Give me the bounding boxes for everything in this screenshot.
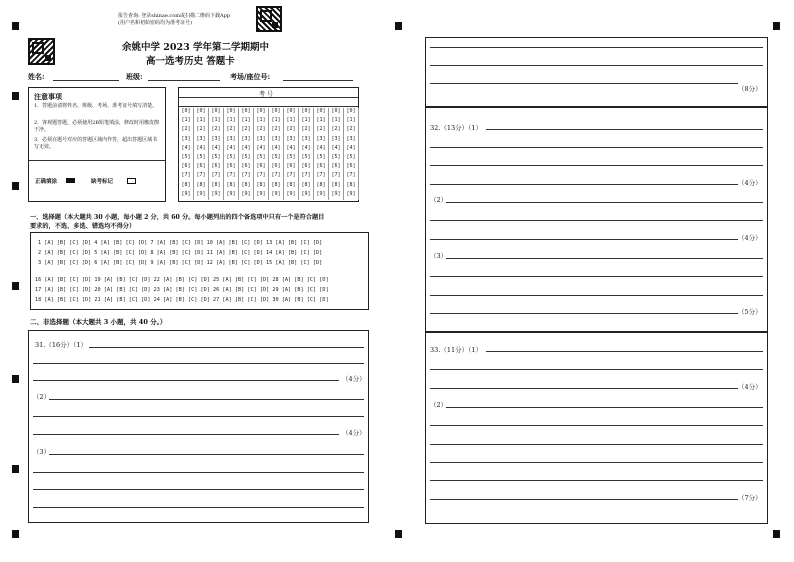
notes-title: 注意事项	[34, 92, 62, 101]
q31-answer-box	[28, 330, 369, 523]
exam-digit-bubble[interactable]: [6]	[239, 163, 254, 172]
name-label: 姓名:	[28, 72, 45, 81]
exam-digit-bubble[interactable]: [1]	[194, 117, 209, 126]
exam-digit-bubble[interactable]: [9]	[344, 191, 359, 200]
exam-digit-bubble[interactable]: [3]	[194, 136, 209, 145]
exam-digit-bubble[interactable]: [0]	[284, 108, 299, 117]
exam-digit-bubble[interactable]: [5]	[329, 154, 344, 163]
exam-digit-bubble[interactable]: [9]	[239, 191, 254, 200]
answer-line[interactable]	[33, 489, 364, 490]
exam-digit-bubble[interactable]: [1]	[299, 117, 314, 126]
q33-answer-box	[425, 332, 768, 524]
exam-digit-bubble[interactable]: [4]	[194, 145, 209, 154]
exam-digit-bubble[interactable]: [1]	[209, 117, 224, 126]
answer-line[interactable]	[33, 363, 364, 364]
q32-score-3: （5分）	[738, 308, 762, 316]
absent-checkbox[interactable]	[127, 178, 136, 184]
exam-digit-bubble[interactable]: [0]	[179, 108, 194, 117]
exam-digit-bubble[interactable]: [2]	[209, 126, 224, 135]
q32-score-1: （4分）	[738, 179, 762, 187]
password-notice: (用户名和初始密码均为准考证号)	[118, 20, 192, 26]
exam-digit-bubble[interactable]: [1]	[179, 117, 194, 126]
exam-digit-bubble[interactable]: [3]	[314, 136, 329, 145]
exam-digit-bubble[interactable]: [8]	[254, 182, 269, 191]
exam-digit-bubble[interactable]: [4]	[224, 145, 239, 154]
exam-digit-bubble[interactable]: [6]	[269, 163, 284, 172]
q31-score-2: （4分）	[342, 429, 366, 437]
exam-digit-bubble[interactable]: [2]	[179, 126, 194, 135]
q33-sub2: （2）	[430, 401, 448, 409]
exam-digit-bubble[interactable]: [8]	[239, 182, 254, 191]
exam-number-box	[178, 87, 359, 202]
exam-digit-bubble[interactable]: [3]	[179, 136, 194, 145]
exam-digit-bubble[interactable]: [7]	[299, 172, 314, 181]
exam-digit-bubble[interactable]: [2]	[314, 126, 329, 135]
answer-line[interactable]	[446, 407, 763, 408]
exam-digit-bubble[interactable]: [4]	[344, 145, 359, 154]
answer-line[interactable]	[33, 434, 339, 435]
answer-line[interactable]	[33, 507, 364, 508]
exam-digit-bubble[interactable]: [9]	[299, 191, 314, 200]
answer-line[interactable]	[430, 480, 763, 481]
answer-line[interactable]	[430, 462, 763, 463]
answer-line[interactable]	[486, 351, 763, 352]
answer-line[interactable]	[486, 129, 763, 130]
timing-mark	[12, 282, 19, 290]
exam-digit-bubble[interactable]: [6]	[179, 163, 194, 172]
exam-digit-bubble[interactable]: [3]	[329, 136, 344, 145]
timing-mark	[12, 375, 19, 383]
exam-digit-bubble[interactable]: [7]	[269, 172, 284, 181]
exam-digit-bubble[interactable]: [1]	[314, 117, 329, 126]
answer-line[interactable]	[430, 83, 738, 84]
class-label: 班级:	[126, 72, 143, 81]
answer-line[interactable]	[430, 295, 763, 296]
exam-digit-bubble[interactable]: [8]	[209, 182, 224, 191]
exam-digit-bubble[interactable]: [9]	[179, 191, 194, 200]
exam-digit-bubble[interactable]: [4]	[254, 145, 269, 154]
q33-score-1: （4分）	[738, 383, 762, 391]
q32-label: 32.（13分）（1）	[430, 124, 482, 132]
exam-digit-bubble[interactable]: [0]	[269, 108, 284, 117]
exam-digit-bubble[interactable]: [5]	[194, 154, 209, 163]
exam-digit-bubble[interactable]: [0]	[254, 108, 269, 117]
exam-number-bubbles[interactable]	[179, 108, 359, 200]
exam-digit-bubble[interactable]: [3]	[239, 136, 254, 145]
exam-digit-bubble[interactable]: [7]	[254, 172, 269, 181]
answer-line[interactable]	[33, 380, 339, 381]
exam-digit-bubble[interactable]: [7]	[314, 172, 329, 181]
exam-digit-bubble[interactable]: [1]	[239, 117, 254, 126]
note-item: 3．必须在题号对应的答题区域内作答，超出答题区域书写无效。	[34, 137, 158, 150]
exam-digit-bubble[interactable]: [0]	[224, 108, 239, 117]
exam-digit-bubble[interactable]: [3]	[254, 136, 269, 145]
exam-digit-bubble[interactable]: [2]	[329, 126, 344, 135]
school-title: 余姚中学 2023 学年第二学期期中	[122, 42, 270, 53]
exam-digit-bubble[interactable]: [5]	[269, 154, 284, 163]
exam-digit-bubble[interactable]: [7]	[194, 172, 209, 181]
q31-continued-box	[425, 37, 768, 107]
exam-digit-bubble[interactable]: [2]	[254, 126, 269, 135]
exam-digit-bubble[interactable]: [3]	[209, 136, 224, 145]
exam-digit-bubble[interactable]: [8]	[179, 182, 194, 191]
exam-digit-bubble[interactable]: [5]	[314, 154, 329, 163]
seat-field[interactable]	[283, 80, 353, 81]
exam-digit-bubble[interactable]: [0]	[314, 108, 329, 117]
exam-digit-bubble[interactable]: [0]	[239, 108, 254, 117]
exam-digit-bubble[interactable]: [0]	[329, 108, 344, 117]
exam-digit-bubble[interactable]: [9]	[254, 191, 269, 200]
answer-line[interactable]	[430, 499, 738, 500]
exam-digit-bubble[interactable]: [4]	[269, 145, 284, 154]
divider	[29, 160, 165, 161]
timing-mark	[12, 92, 19, 100]
exam-digit-bubble[interactable]: [3]	[224, 136, 239, 145]
exam-digit-bubble[interactable]: [7]	[224, 172, 239, 181]
q31-sub3: （3）	[33, 448, 51, 456]
exam-digit-bubble[interactable]: [7]	[344, 172, 359, 181]
q32-sub3: （3）	[430, 252, 448, 260]
exam-digit-bubble[interactable]: [6]	[314, 163, 329, 172]
exam-digit-bubble[interactable]: [1]	[329, 117, 344, 126]
exam-digit-bubble[interactable]: [4]	[284, 145, 299, 154]
report-notice: 报告查询: 登录shinae.com或扫描二维码下载App	[118, 13, 230, 19]
filled-bubble-icon	[66, 178, 75, 183]
section1-subtitle: 要求的，不选、多选、错选均不得分）	[30, 223, 136, 230]
exam-digit-bubble[interactable]: [4]	[299, 145, 314, 154]
exam-digit-bubble[interactable]: [4]	[314, 145, 329, 154]
timing-mark	[12, 465, 19, 473]
q31-score-1: （4分）	[342, 375, 366, 383]
q32-answer-box	[425, 107, 768, 332]
exam-digit-bubble[interactable]: [2]	[239, 126, 254, 135]
class-field[interactable]	[148, 80, 220, 81]
mc-row[interactable]: 16 [A] [B] [C] [D] 19 [A] [B] [C] [D] 22 [A] [B] [C] [D] 25 [A] [B] [C] [D] 28 [A] [B] [C] [D]	[35, 277, 329, 283]
exam-digit-bubble[interactable]: [7]	[284, 172, 299, 181]
answer-line[interactable]	[430, 65, 763, 66]
seat-label: 考场/座位号:	[230, 72, 271, 81]
answer-line[interactable]	[430, 184, 738, 185]
exam-digit-bubble[interactable]: [7]	[239, 172, 254, 181]
timing-mark	[12, 22, 19, 30]
exam-digit-bubble[interactable]: [3]	[269, 136, 284, 145]
q33-score-2: （7分）	[738, 494, 762, 502]
exam-digit-bubble[interactable]: [1]	[344, 117, 359, 126]
mc-answer-box	[30, 232, 369, 310]
q31-sub2: （2）	[33, 393, 51, 401]
exam-digit-bubble[interactable]: [5]	[209, 154, 224, 163]
exam-digit-bubble[interactable]: [5]	[344, 154, 359, 163]
answer-line[interactable]	[430, 165, 763, 166]
timing-mark	[12, 530, 19, 538]
answer-line[interactable]	[430, 425, 763, 426]
mc-row[interactable]: 1 [A] [B] [C] [D] 4 [A] [B] [C] [D] 7 [A] [B] [C] [D] 10 [A] [B] [C] [D] 13 [A] [B] [C] [D]	[38, 240, 323, 246]
notes-box	[28, 87, 166, 202]
exam-digit-bubble[interactable]: [0]	[299, 108, 314, 117]
exam-digit-bubble[interactable]: [8]	[224, 182, 239, 191]
timing-mark	[395, 22, 402, 30]
mc-row[interactable]: 3 [A] [B] [C] [D] 6 [A] [B] [C] [D] 9 [A] [B] [C] [D] 12 [A] [B] [C] [D] 15 [A] [B] [C] [D]	[38, 260, 323, 266]
exam-digit-bubble[interactable]: [1]	[254, 117, 269, 126]
exam-digit-bubble[interactable]: [6]	[194, 163, 209, 172]
exam-digit-bubble[interactable]: [4]	[329, 145, 344, 154]
exam-digit-bubble[interactable]: [1]	[269, 117, 284, 126]
qr-code-icon	[28, 38, 55, 65]
exam-digit-bubble[interactable]: [5]	[224, 154, 239, 163]
answer-line[interactable]	[430, 220, 763, 221]
answer-line[interactable]	[446, 202, 763, 203]
answer-line[interactable]	[49, 399, 364, 400]
exam-digit-bubble[interactable]: [6]	[344, 163, 359, 172]
exam-number-title: 考 号	[259, 91, 273, 98]
answer-line[interactable]	[49, 454, 364, 455]
timing-mark	[773, 530, 780, 538]
exam-digit-bubble[interactable]: [8]	[284, 182, 299, 191]
timing-mark	[395, 530, 402, 538]
exam-digit-bubble[interactable]: [8]	[194, 182, 209, 191]
exam-digit-bubble[interactable]: [3]	[284, 136, 299, 145]
exam-digit-bubble[interactable]: [5]	[179, 154, 194, 163]
exam-digit-bubble[interactable]: [6]	[209, 163, 224, 172]
exam-digit-bubble[interactable]: [2]	[344, 126, 359, 135]
exam-digit-bubble[interactable]: [3]	[344, 136, 359, 145]
divider	[179, 97, 358, 98]
exam-digit-bubble[interactable]: [2]	[194, 126, 209, 135]
section2-title: 二、非选择题（本大题共 3 小题，共 40 分。）	[30, 318, 167, 326]
exam-digit-bubble[interactable]: [7]	[209, 172, 224, 181]
exam-digit-bubble[interactable]: [2]	[284, 126, 299, 135]
exam-digit-bubble[interactable]: [6]	[329, 163, 344, 172]
answer-line[interactable]	[430, 388, 738, 389]
exam-digit-bubble[interactable]: [3]	[299, 136, 314, 145]
exam-digit-bubble[interactable]: [1]	[284, 117, 299, 126]
q31-score-3: （8分）	[738, 85, 762, 93]
exam-digit-bubble[interactable]: [5]	[239, 154, 254, 163]
exam-digit-bubble[interactable]: [9]	[209, 191, 224, 200]
exam-digit-bubble[interactable]: [1]	[224, 117, 239, 126]
exam-digit-bubble[interactable]: [4]	[239, 145, 254, 154]
exam-digit-bubble[interactable]: [8]	[329, 182, 344, 191]
exam-digit-bubble[interactable]: [2]	[269, 126, 284, 135]
answer-line[interactable]	[430, 239, 738, 240]
exam-digit-bubble[interactable]: [0]	[209, 108, 224, 117]
exam-digit-bubble[interactable]: [9]	[314, 191, 329, 200]
exam-digit-bubble[interactable]: [5]	[299, 154, 314, 163]
section1-title: 一、选择题（本大题共 30 小题，每小题 2 分，共 60 分。每小题列出的四个备选项中只有一个是符合题目	[30, 214, 325, 221]
timing-mark	[12, 182, 19, 190]
q32-sub2: （2）	[430, 196, 448, 204]
exam-digit-bubble[interactable]: [6]	[224, 163, 239, 172]
correct-fill-label: 正确填涂	[35, 179, 58, 185]
mc-row[interactable]: 18 [A] [B] [C] [D] 21 [A] [B] [C] [D] 24 [A] [B] [C] [D] 27 [A] [B] [C] [D] 30 [A] [B] [C] [D]	[35, 297, 329, 303]
exam-digit-bubble[interactable]: [8]	[299, 182, 314, 191]
exam-digit-bubble[interactable]: [2]	[299, 126, 314, 135]
q32-score-2: （4分）	[738, 234, 762, 242]
exam-digit-bubble[interactable]: [6]	[254, 163, 269, 172]
answer-line[interactable]	[430, 276, 763, 277]
exam-digit-bubble[interactable]: [7]	[179, 172, 194, 181]
exam-digit-bubble[interactable]: [9]	[329, 191, 344, 200]
exam-digit-bubble[interactable]: [9]	[284, 191, 299, 200]
exam-digit-bubble[interactable]: [0]	[344, 108, 359, 117]
exam-digit-bubble[interactable]: [6]	[284, 163, 299, 172]
timing-mark	[773, 22, 780, 30]
exam-digit-bubble[interactable]: [7]	[329, 172, 344, 181]
answer-line[interactable]	[430, 369, 763, 370]
q31-label: 31.（16分）（1）	[35, 341, 87, 349]
exam-digit-bubble[interactable]: [9]	[269, 191, 284, 200]
answer-line[interactable]	[33, 472, 364, 473]
name-field[interactable]	[53, 80, 119, 81]
answer-line[interactable]	[430, 47, 763, 48]
exam-digit-bubble[interactable]: [9]	[224, 191, 239, 200]
divider	[179, 106, 358, 107]
exam-digit-bubble[interactable]: [8]	[269, 182, 284, 191]
answer-line[interactable]	[430, 147, 763, 148]
exam-digit-bubble[interactable]: [8]	[314, 182, 329, 191]
exam-digit-bubble[interactable]: [5]	[284, 154, 299, 163]
exam-digit-bubble[interactable]: [4]	[179, 145, 194, 154]
mc-row[interactable]: 2 [A] [B] [C] [D] 5 [A] [B] [C] [D] 8 [A] [B] [C] [D] 11 [A] [B] [C] [D] 14 [A] [B] [C] [D]	[38, 250, 323, 256]
qr-code-icon	[256, 6, 282, 32]
exam-digit-bubble[interactable]: [2]	[224, 126, 239, 135]
exam-digit-bubble[interactable]: [5]	[254, 154, 269, 163]
answer-line[interactable]	[430, 444, 763, 445]
answer-line[interactable]	[430, 313, 738, 314]
answer-line[interactable]	[33, 416, 364, 417]
exam-digit-bubble[interactable]: [0]	[194, 108, 209, 117]
subject-title: 高一选考历史 答题卡	[146, 56, 235, 67]
mc-row[interactable]: 17 [A] [B] [C] [D] 20 [A] [B] [C] [D] 23 [A] [B] [C] [D] 26 [A] [B] [C] [D] 29 [A] [B] [C] [D]	[35, 287, 329, 293]
exam-digit-bubble[interactable]: [9]	[194, 191, 209, 200]
exam-digit-bubble[interactable]: [8]	[344, 182, 359, 191]
note-item: 2．客观题答题，必须使用2B铅笔填涂，修改时用橡皮擦干净。	[34, 120, 160, 133]
note-item: 1．答题前请将姓名、班级、考场、准考证号填写清楚。	[34, 103, 158, 109]
answer-line[interactable]	[89, 347, 364, 348]
exam-digit-bubble[interactable]: [4]	[209, 145, 224, 154]
answer-line[interactable]	[446, 258, 763, 259]
q33-label: 33.（11分）（1）	[430, 346, 482, 354]
exam-digit-bubble[interactable]: [6]	[299, 163, 314, 172]
absent-mark-label: 缺考标记	[91, 179, 114, 185]
